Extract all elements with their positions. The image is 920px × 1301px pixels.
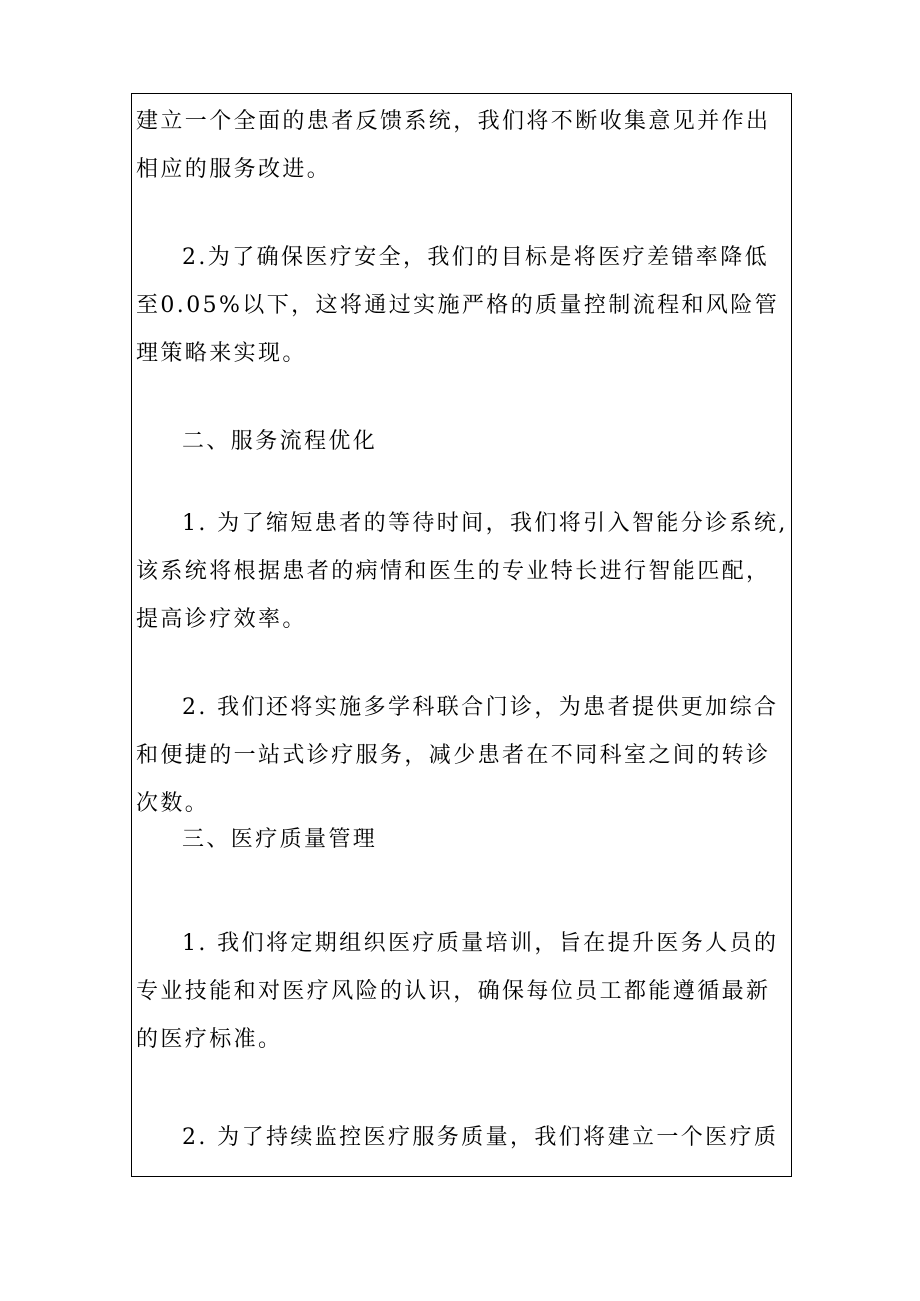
paragraph-mdt-clinic: 2. 我们还将实施多学科联合门诊，为患者提供更加综合和便捷的一站式诊疗服务，减少患者在不同科室之间的转诊次数。 bbox=[136, 695, 779, 816]
paragraph-medical-safety: 2.为了确保医疗安全，我们的目标是将医疗差错率降低至0.05%以下，这将通过实施严格的质量控制流程和风险管理策略来实现。 bbox=[136, 245, 780, 366]
paragraph-quality-training: 1. 我们将定期组织医疗质量培训，旨在提升医务人员的专业技能和对医疗风险的认识，确保每位员工都能遵循最新的医疗标准。 bbox=[136, 931, 779, 1052]
paragraph-quality-monitoring: 2. 为了持续监控医疗服务质量，我们将建立一个医疗质 bbox=[182, 1125, 779, 1150]
paragraph-smart-triage: 1. 为了缩短患者的等待时间，我们将引入智能分诊系统,该系统将根据患者的病情和医生的专业特长进行智能匹配，提高诊疗效率。 bbox=[136, 511, 788, 632]
paragraph-feedback-system: 建立一个全面的患者反馈系统，我们将不断收集意见并作出相应的服务改进。 bbox=[136, 109, 771, 182]
section-heading-service-process: 二、服务流程优化 bbox=[182, 429, 378, 454]
section-heading-quality-management: 三、医疗质量管理 bbox=[182, 827, 378, 852]
